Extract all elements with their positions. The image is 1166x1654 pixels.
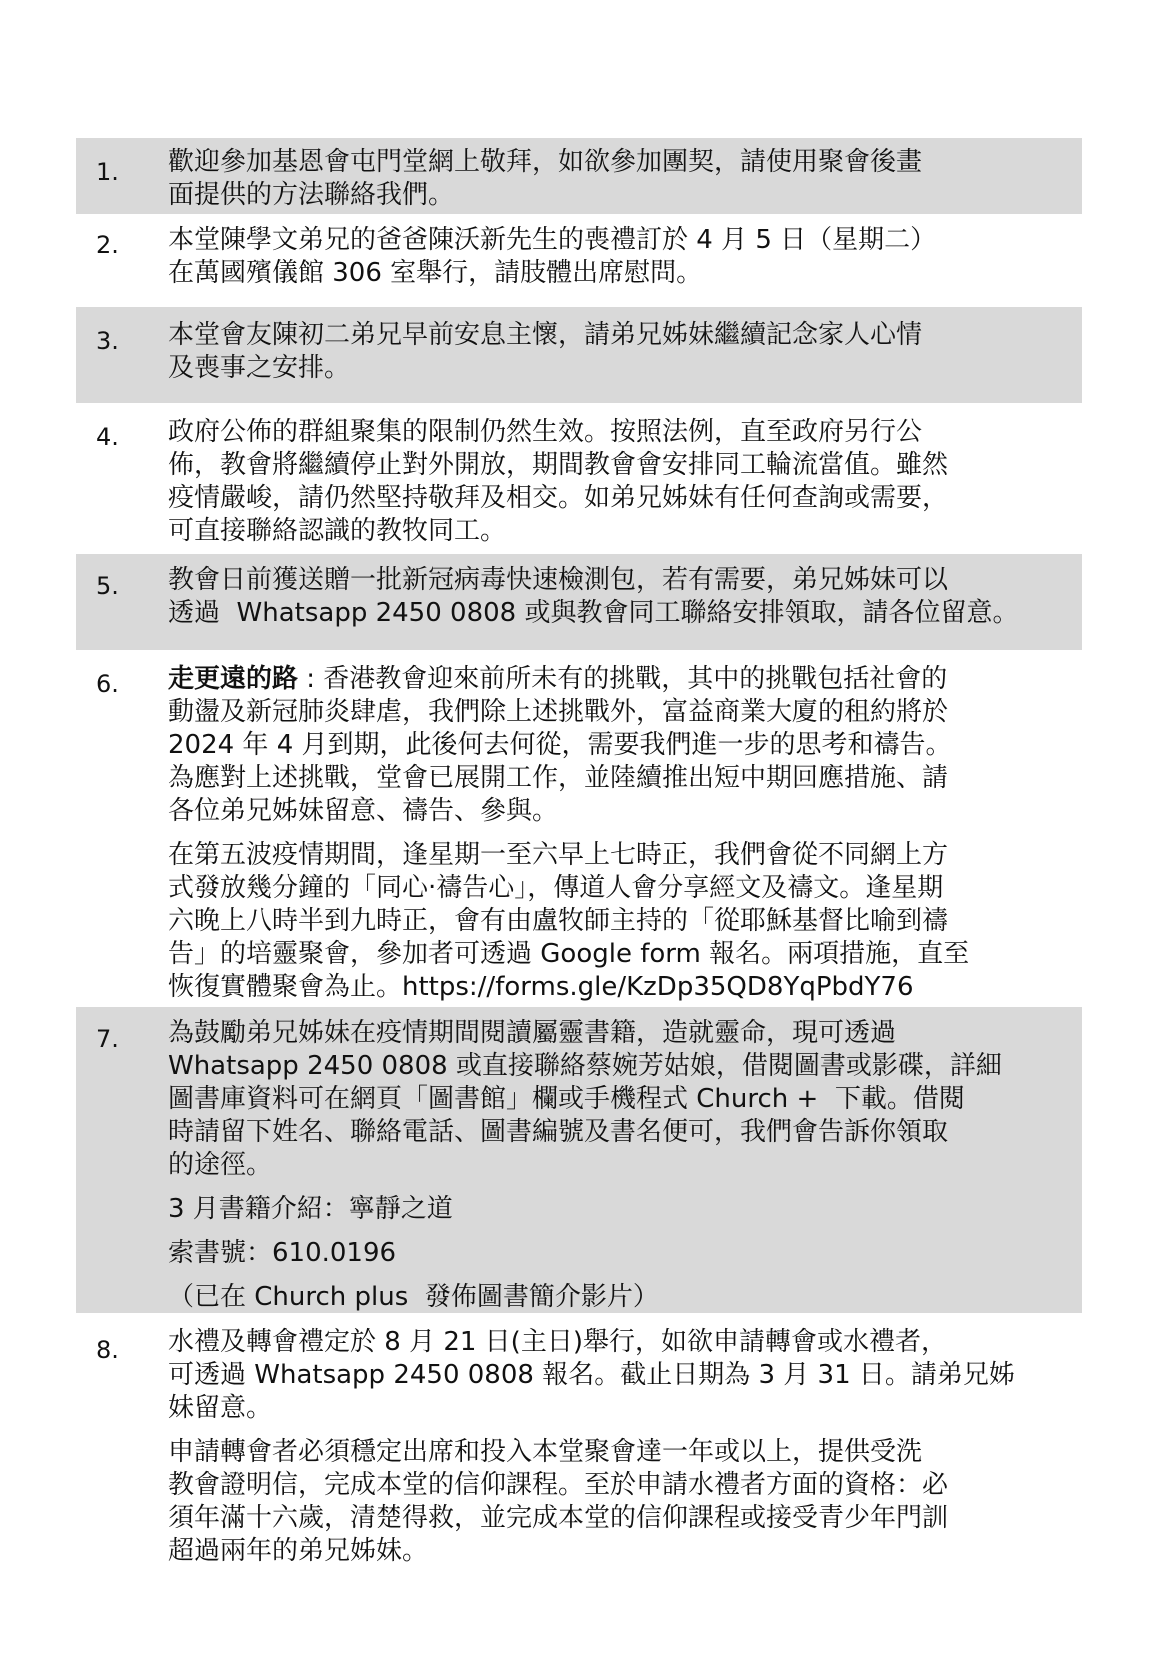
item-text: 本堂會友陳初二弟兄早前安息主懷，請弟兄姊妹繼續記念家人心情 及喪事之安排。 <box>168 320 923 383</box>
notice-item-8 <box>76 1318 1082 1568</box>
item-heading: 走更遠的路 <box>168 664 299 694</box>
video-note: （已在 Church plus 發佈圖書簡介影片） <box>168 1282 659 1312</box>
notice-item-3 <box>76 307 1082 403</box>
item-text: 政府公佈的群組聚集的限制仍然生效。按照法例，直至政府另行公 佈，教會將繼續停止對外開放，期間教會會安排同工輪流當值。雖然 疫情嚴峻，請仍然堅持敬拜及相交。如弟兄姊妹有任何查詢或需要， 可直接聯絡認識的教牧同工。 <box>168 417 949 546</box>
item-text: 走更遠的路 : 香港教會迎來前所未有的挑戰，其中的挑戰包括社會的 動盪及新冠肺炎肆虐，我們除上述挑戰外，富益商業大廈的租約將於 2024 年 4 月到期，此後何去何從，需要我們進一步的思考和禱告。 為應對上述挑戰，堂會已展開工作，並陸續推出短中期回應措施、請 各位弟兄姊妹留意、禱告、參與。 在第五波疫情期間，逢星期一至六早上七時正，我們會從不同網上方 式發放幾分鐘的「同心‧禱告心」，傳道人會分享經文及禱文。逢星期 六晚上八時半到九時正，會有由盧牧師主持的「從耶穌基督比喻到禱 告」的培靈聚會，參加者可透過 Google form 報名。兩項措施，直至 恢復實體聚會為止。https://forms.gle/KzDp35QD8YqPbdY76 <box>168 663 1066 1004</box>
notice-item-1 <box>76 138 1082 214</box>
item-text: 歡迎參加基恩會屯門堂網上敬拜，如欲參加團契，請使用聚會後畫 面提供的方法聯絡我們。 <box>168 147 923 210</box>
notice-item-4 <box>76 408 1082 558</box>
item-text: 教會日前獲送贈一批新冠病毒快速檢測包，若有需要，弟兄姊妹可以 透過 Whatsapp 2450 0808 或與教會同工聯絡安排領取，請各位留意。 <box>168 565 1019 628</box>
item-text: 本堂陳學文弟兄的爸爸陳沃新先生的喪禮訂於 4 月 5 日（星期二） 在萬國殯儀館 306 室舉行，請肢體出席慰問。 <box>168 225 937 288</box>
notice-item-2 <box>76 218 1082 294</box>
book-intro: 3 月書籍介紹：寧靜之道 <box>168 1194 453 1224</box>
item-number: 8. <box>96 1336 119 1364</box>
item-number: 6. <box>96 670 119 698</box>
call-number: 索書號：610.0196 <box>168 1238 397 1268</box>
item-number: 2. <box>96 231 119 259</box>
item-number: 4. <box>96 423 119 451</box>
item-text: 為鼓勵弟兄姊妹在疫情期間閱讀屬靈書籍，造就靈命，現可透過 Whatsapp 2450 0808 或直接聯絡蔡婉芳姑娘，借閱圖書或影碟，詳細 圖書庫資料可在網頁「圖書館」欄或手機程式 Church + 下載。借閱 時請留下姓名、聯絡電話、圖書編號及書名便可，我們會告訴你領取 的途徑。 3 月書籍介紹：寧靜之道 索書號：610.0196 （已在 Church plus 發佈圖書簡介影片） <box>168 1017 1066 1314</box>
notice-item-6 <box>76 655 1082 1000</box>
notice-item-5 <box>76 554 1082 650</box>
notice-item-7 <box>76 1007 1082 1313</box>
item-number: 7. <box>96 1025 119 1053</box>
item-number: 5. <box>96 572 119 600</box>
item-number: 3. <box>96 327 119 355</box>
registration-url: 恢復實體聚會為止。https://forms.gle/KzDp35QD8YqPbdY76 <box>168 972 914 1002</box>
item-text: 水禮及轉會禮定於 8 月 21 日(主日)舉行，如欲申請轉會或水禮者， 可透過 Whatsapp 2450 0808 報名。截止日期為 3 月 31 日。請弟兄姊 妹留意。 申請轉會者必須穩定出席和投入本堂聚會達一年或以上，提供受洗 教會證明信，完成本堂的信仰課程。至於申請水禮者方面的資格：必 須年滿十六歲，清楚得救，並完成本堂的信仰課程或接受青少年門訓 超過兩年的弟兄姊妹。 <box>168 1327 1015 1566</box>
item-number: 1. <box>96 158 119 186</box>
